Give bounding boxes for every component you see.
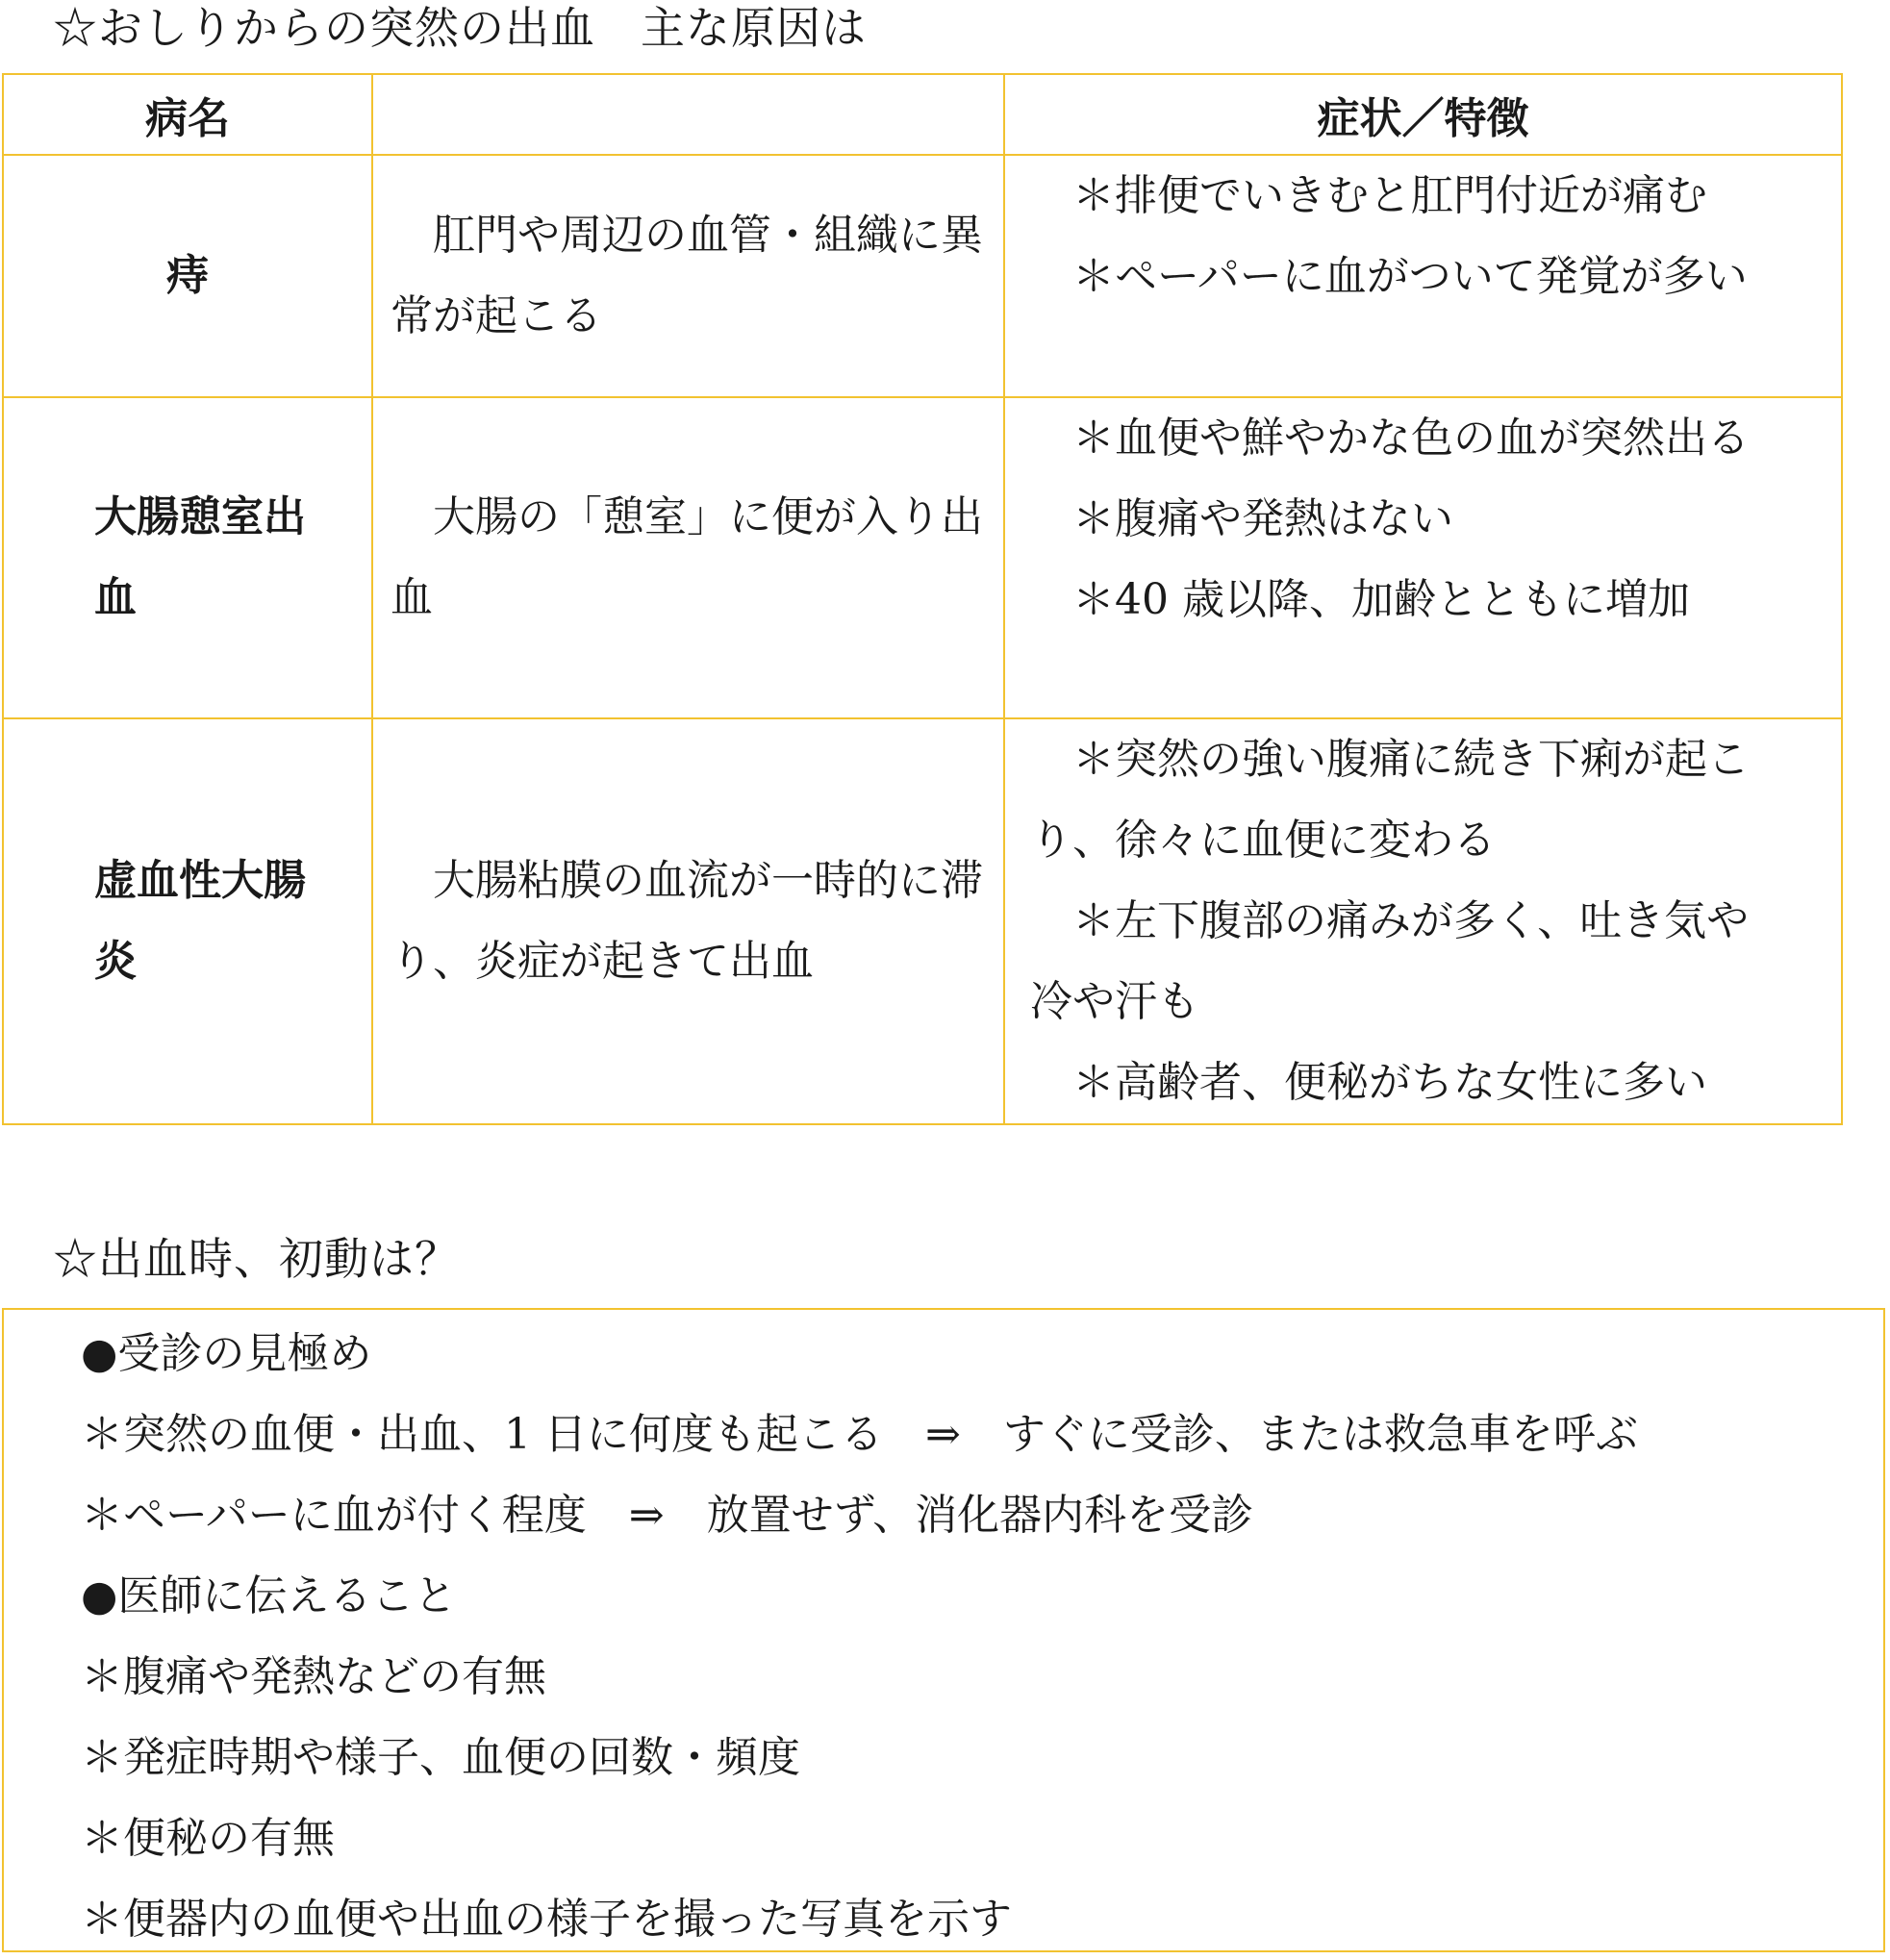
disease-name: 痔 (3, 155, 372, 397)
symptom-item: ＊ペーパーに血がついて発覚が多い (1072, 252, 1748, 301)
disease-description: 大腸粘膜の血流が一時的に滞り、炎症が起きて出血 (372, 718, 1004, 1124)
symptom-item: ＊左下腹部の痛みが多く、吐き気や冷や汗も (1030, 896, 1750, 1026)
disease-symptoms (1004, 155, 1842, 397)
action-item: ＊突然の血便・出血、1 日に何度も起こる ⇒ すぐに受診、または救急車を呼ぶ (81, 1410, 1638, 1459)
column-header-blank (372, 74, 1004, 155)
disease-description: 大腸の「憩室」に便が入り出血 (372, 397, 1004, 718)
disease-name: 虚血性大腸炎 (3, 718, 372, 1124)
action-item: ＊ペーパーに血が付く程度 ⇒ 放置せず、消化器内科を受診 (81, 1491, 1254, 1540)
causes-table (2, 73, 1843, 1125)
disease-symptoms (1004, 718, 1842, 1124)
action-subheading: ●医師に伝えること (81, 1571, 457, 1621)
action-item: ＊便器内の血便や出血の様子を撮った写真を示す (81, 1895, 1012, 1944)
symptom-item: ＊突然の強い腹痛に続き下痢が起こり、徐々に血便に変わる (1030, 735, 1750, 865)
disease-symptoms (1004, 397, 1842, 718)
table-header-row (3, 74, 1842, 155)
symptom-item: ＊腹痛や発熱はない (1072, 494, 1453, 543)
action-item: ＊便秘の有無 (81, 1814, 335, 1863)
symptom-item: ＊40 歳以降、加齢とともに増加 (1072, 575, 1690, 624)
disease-description: 肛門や周辺の血管・組織に異常が起こる (372, 155, 1004, 397)
table-row (3, 718, 1842, 1124)
section-heading-first-action: ☆出血時、初動は？ (53, 1233, 460, 1285)
symptom-item: ＊排便でいきむと肛門付近が痛む (1072, 171, 1707, 220)
symptom-item: ＊高齢者、便秘がちな女性に多い (1072, 1058, 1707, 1107)
column-header-disease: 病名 (3, 74, 372, 155)
first-action-box (2, 1308, 1885, 1952)
action-item: ＊腹痛や発熱などの有無 (81, 1652, 546, 1701)
section-heading-causes: ☆おしりからの突然の出血 主な原因は (53, 2, 867, 54)
column-header-symptoms: 症状／特徴 (1004, 74, 1842, 155)
table-row (3, 155, 1842, 397)
action-item: ＊発症時期や様子、血便の回数・頻度 (81, 1733, 800, 1782)
table-row (3, 397, 1842, 718)
symptom-item: ＊血便や鮮やかな色の血が突然出る (1072, 414, 1750, 463)
action-subheading: ●受診の見極め (81, 1329, 372, 1378)
disease-name: 大腸憩室出血 (3, 397, 372, 718)
